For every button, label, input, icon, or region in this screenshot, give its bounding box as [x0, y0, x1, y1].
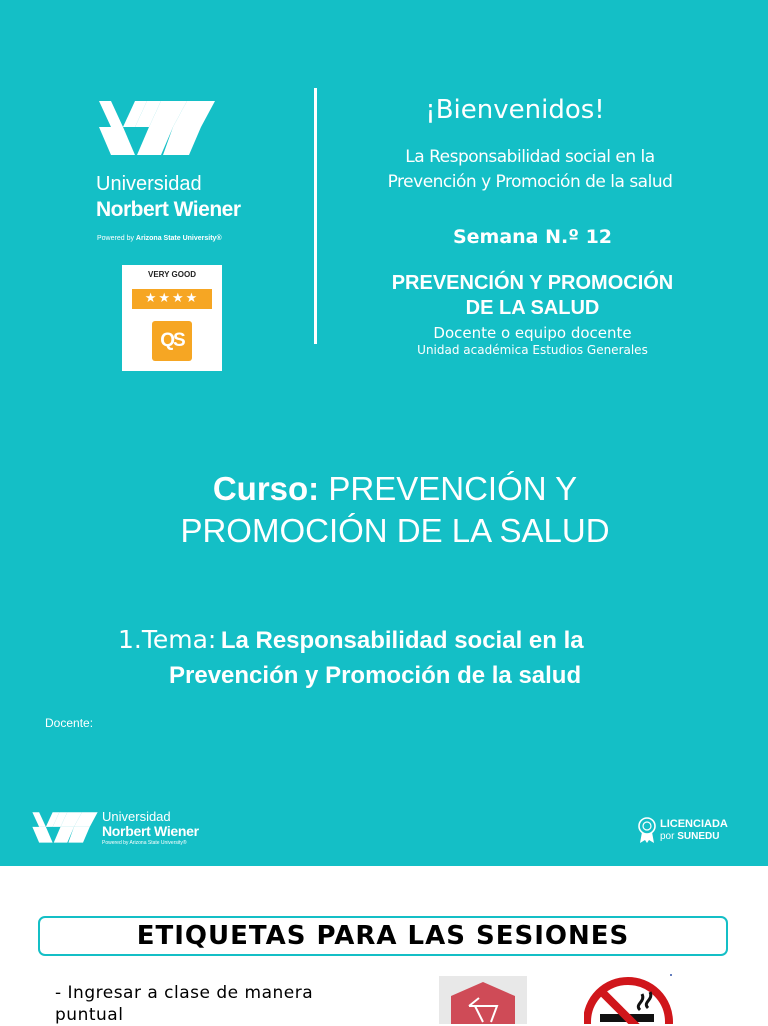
rules-slide: [0, 866, 768, 1024]
licensed-name: SUNEDU: [677, 831, 720, 842]
logo-line-2: Norbert Wiener: [96, 198, 241, 221]
topic-label: Tema:: [141, 625, 217, 654]
course-heading-line-2: PROMOCIÓN DE LA SALUD: [180, 512, 610, 549]
no-smoking-icon: [584, 974, 674, 1024]
sunedu-seal-icon: [637, 816, 657, 844]
footer-university-logo-icon: [31, 810, 99, 846]
licensed-prefix: por: [660, 831, 675, 842]
week-label: Semana N.º 12: [452, 226, 613, 248]
course-title-line-1: PREVENCIÓN Y PROMOCIÓN: [391, 272, 674, 294]
course-title-line-2: DE LA SALUD: [465, 297, 600, 319]
powered-prefix: Powered by: [97, 235, 136, 242]
university-logo-icon: [97, 97, 217, 161]
unit-label: Unidad académica Estudios Generales: [417, 343, 648, 357]
topic-heading: [118, 624, 678, 695]
powered-name: Arizona State University®: [135, 235, 222, 242]
logo-line-1: Universidad: [96, 173, 202, 195]
course-title: [355, 271, 710, 321]
qs-logo-icon: QS: [152, 321, 192, 361]
subtitle: [330, 145, 730, 195]
rule-line-2: puntual: [55, 1005, 124, 1025]
course-heading: [60, 468, 730, 552]
licensed-line-2: [660, 831, 719, 843]
topic-line-1: La Responsabilidad social en la: [220, 627, 584, 654]
vertical-divider: [314, 88, 317, 344]
docente-label: Docente:: [45, 716, 94, 730]
course-heading-line-1: PREVENCIÓN Y: [328, 470, 578, 507]
rules-banner: ETIQUETAS PARA LAS SESIONES: [38, 916, 728, 956]
subtitle-line-2: Prevención y Promoción de la salud: [387, 172, 673, 192]
topic-number: 1.: [118, 625, 142, 654]
teacher-label: Docente o equipo docente: [433, 324, 632, 342]
qs-stars-icon: ★★★★: [132, 289, 212, 309]
course-prefix: Curso:: [212, 470, 320, 507]
footer-logo-powered: Powered by Arizona State University®: [102, 840, 187, 846]
welcome-heading: ¡Bienvenidos!: [425, 95, 605, 125]
logo-powered-by: [97, 234, 222, 243]
rule-item: [55, 982, 355, 1026]
licensed-line-1: LICENCIADA: [660, 818, 728, 830]
punctuality-pictogram-icon: [439, 976, 527, 1024]
qs-rating-label: VERY GOOD: [147, 270, 196, 279]
qs-rating-badge: [122, 265, 222, 371]
topic-line-2: Prevención y Promoción de la salud: [169, 662, 582, 689]
rule-line-1: - Ingresar a clase de manera: [55, 983, 314, 1003]
footer-logo-line-2: Norbert Wiener: [102, 823, 199, 839]
subtitle-line-1: La Responsabilidad social en la: [405, 147, 655, 167]
footer-logo-line-1: Universidad: [102, 809, 171, 824]
